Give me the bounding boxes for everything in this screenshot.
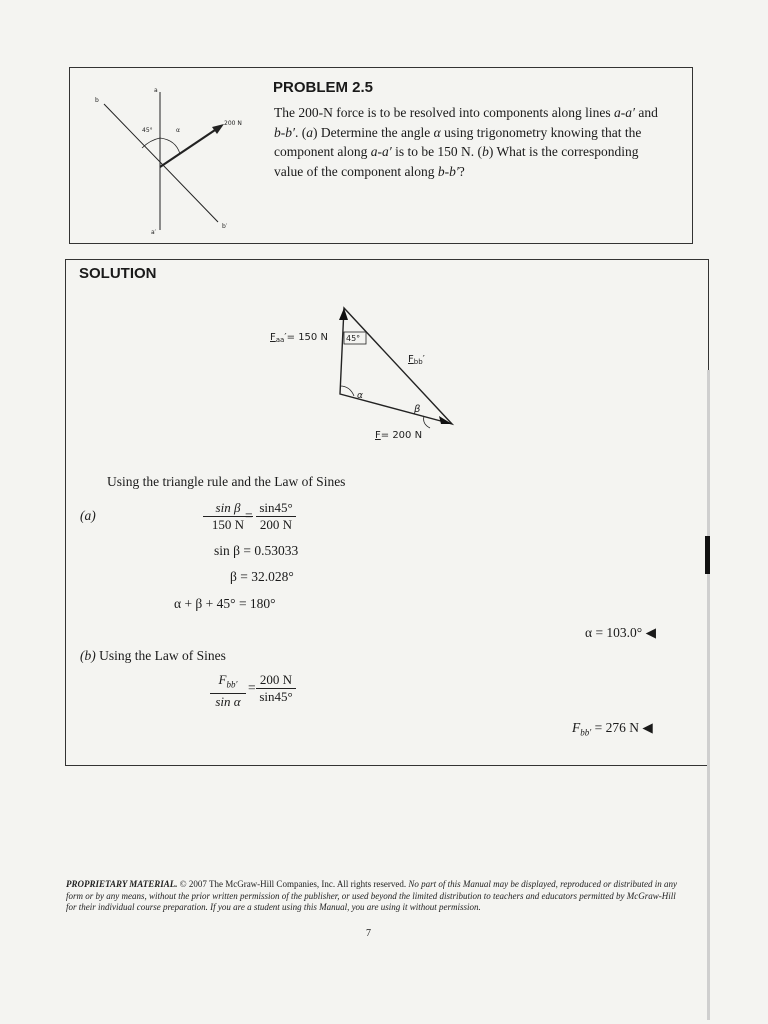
- solution-intro: Using the triangle rule and the Law of Sines: [107, 474, 346, 489]
- problem-title: PROBLEM 2.5: [273, 79, 374, 96]
- copyright-footer: PROPRIETARY MATERIAL. © 2007 The McGraw-Hill Companies, Inc. All rights reserved. No part of this Manual may be displayed, reproduced or distributed in any form or by any means, without the prior written permission of the publisher, or used beyond the limited distribution to teachers and educators permitted by McGraw-Hill for their individual course preparation. If you are a student using this Manual, you are using it without permission.: [66, 879, 677, 912]
- force-triangle: [262, 300, 472, 450]
- equation-sin-beta: sin β = 0.53033: [214, 543, 299, 558]
- problem-statement: The 200-N force is to be resolved into components along lines a-a′ and b-b′. (a) Determine the angle α using trigonometry knowing that the component along a-a′ is to be 150 N. (b) What is the corresponding value of the component along b-b′?: [274, 105, 658, 179]
- part-b-heading: (b) Using the Law of Sines: [80, 648, 226, 663]
- solution-title: SOLUTION: [79, 265, 157, 282]
- problem-figure: [90, 82, 250, 242]
- page-edge-line: [707, 370, 710, 1020]
- label-angle-45: 45°: [142, 127, 153, 134]
- triangle-arrowhead-top: [339, 308, 348, 320]
- label-force: 200 N: [224, 120, 242, 127]
- equation-angle-sum: α + β + 45° = 180°: [174, 596, 276, 611]
- eq5-lhs-fraction: $F_{bb'}$ sin α: [210, 672, 246, 710]
- label-a-top: a: [154, 87, 158, 94]
- eq5-equals: =: [248, 680, 256, 695]
- angle-alpha-label: α: [357, 391, 363, 401]
- label-a-bottom: a′: [151, 229, 157, 236]
- answer-a-marker: ◀: [645, 625, 656, 640]
- answer-b: $F_{bb'} = 276$ N ◀: [572, 720, 653, 738]
- angle-45-label: 45°: [346, 334, 361, 343]
- eq5-rhs-fraction: $\frac{200 N}{\sin 45^\circ}$: [256, 672, 296, 705]
- page-number: 7: [366, 928, 371, 939]
- angle-alpha-arc: [160, 138, 180, 154]
- force-arrowhead: [212, 124, 224, 134]
- part-a-marker: (a): [80, 508, 96, 523]
- label-faa: $F_{aa}'= 150$ N: [270, 332, 328, 344]
- answer-b-marker: ◀: [642, 720, 653, 735]
- equation-beta: β = 32.028°: [230, 569, 294, 584]
- page-edge-mark: [705, 536, 710, 574]
- angle-beta-label: β: [414, 404, 421, 415]
- triangle-outline: [340, 308, 452, 424]
- label-f: F= 200 N: [375, 430, 423, 441]
- label-fbb: $F_{bb}'$: [408, 354, 425, 366]
- label-b-top: b: [95, 97, 99, 104]
- eq1-equals: =: [245, 508, 253, 523]
- eq1-rhs-fraction: $\frac{\sin 45^\circ}{200 N}$: [256, 500, 296, 533]
- label-alpha: α: [176, 127, 180, 134]
- line-b-b-prime: [104, 104, 218, 222]
- eq1-lhs-fraction: $\frac{\text{sin β}}{150 N}$: [203, 500, 253, 533]
- label-b-bottom: b′: [222, 223, 228, 230]
- force-arrow: [160, 128, 218, 167]
- answer-a: α = 103.0° ◀: [585, 625, 656, 640]
